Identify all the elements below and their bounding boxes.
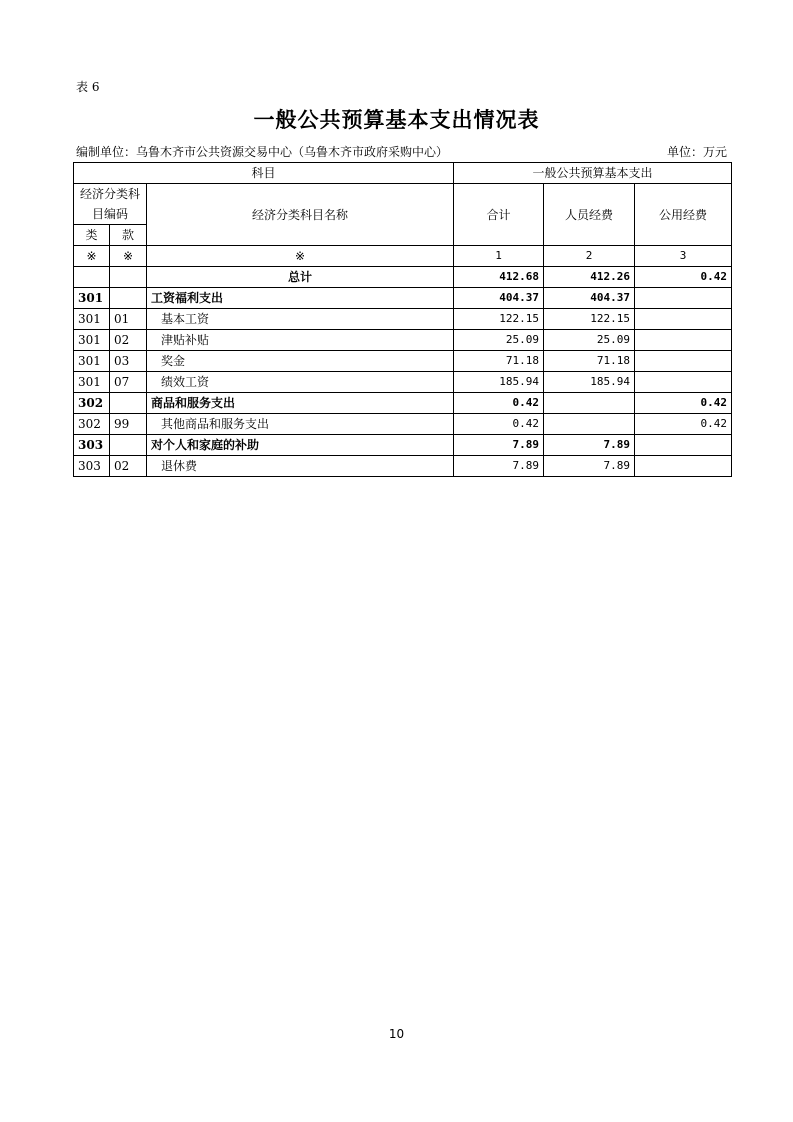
row-category: 301 bbox=[74, 351, 110, 372]
compiling-unit: 编制单位：乌鲁木齐市公共资源交易中心（乌鲁木齐市政府采购中心） bbox=[76, 145, 449, 159]
row-personnel bbox=[544, 414, 635, 435]
row-item: 01 bbox=[110, 309, 147, 330]
row-public bbox=[635, 435, 732, 456]
row-public bbox=[635, 456, 732, 477]
row-subject-name: 工资福利支出 bbox=[147, 288, 454, 309]
row-personnel: 122.15 bbox=[544, 309, 635, 330]
row-subject-name: 对个人和家庭的补助 bbox=[147, 435, 454, 456]
marker-category: ※ bbox=[74, 246, 110, 267]
row-category: 303 bbox=[74, 435, 110, 456]
header-subject: 科目 bbox=[74, 163, 454, 184]
header-subject-name: 经济分类科目名称 bbox=[147, 184, 454, 246]
table-row bbox=[74, 393, 732, 414]
row-subject-name: 津贴补贴 bbox=[147, 330, 454, 351]
row-public bbox=[635, 372, 732, 393]
total-row-public: 0.42 bbox=[635, 267, 732, 288]
row-public bbox=[635, 309, 732, 330]
column-number-2: 2 bbox=[544, 246, 635, 267]
table-row bbox=[74, 372, 732, 393]
row-item: 07 bbox=[110, 372, 147, 393]
row-item bbox=[110, 435, 147, 456]
row-subject-name: 退休费 bbox=[147, 456, 454, 477]
header-total: 合计 bbox=[454, 184, 544, 246]
header-item: 款 bbox=[110, 225, 147, 246]
row-item: 02 bbox=[110, 330, 147, 351]
row-category: 302 bbox=[74, 393, 110, 414]
row-category: 301 bbox=[74, 372, 110, 393]
row-total: 7.89 bbox=[454, 456, 544, 477]
row-personnel: 185.94 bbox=[544, 372, 635, 393]
row-total: 71.18 bbox=[454, 351, 544, 372]
row-item: 03 bbox=[110, 351, 147, 372]
header-public: 公用经费 bbox=[635, 184, 732, 246]
row-public bbox=[635, 288, 732, 309]
total-row-item bbox=[110, 267, 147, 288]
marker-name: ※ bbox=[147, 246, 454, 267]
column-number-1: 1 bbox=[454, 246, 544, 267]
table-row bbox=[74, 309, 732, 330]
row-item: 99 bbox=[110, 414, 147, 435]
total-row-total: 412.68 bbox=[454, 267, 544, 288]
column-number-3: 3 bbox=[635, 246, 732, 267]
row-public bbox=[635, 330, 732, 351]
page-number: 10 bbox=[388, 1027, 405, 1041]
header-expense-group: 一般公共预算基本支出 bbox=[454, 163, 732, 184]
table-row bbox=[74, 288, 732, 309]
row-total: 404.37 bbox=[454, 288, 544, 309]
row-personnel: 7.89 bbox=[544, 456, 635, 477]
header-personnel: 人员经费 bbox=[544, 184, 635, 246]
row-personnel: 25.09 bbox=[544, 330, 635, 351]
row-subject-name: 绩效工资 bbox=[147, 372, 454, 393]
table-label: 表 6 bbox=[76, 80, 100, 94]
row-public: 0.42 bbox=[635, 393, 732, 414]
row-total: 185.94 bbox=[454, 372, 544, 393]
total-row-personnel: 412.26 bbox=[544, 267, 635, 288]
row-item bbox=[110, 288, 147, 309]
row-public: 0.42 bbox=[635, 414, 732, 435]
row-total: 0.42 bbox=[454, 393, 544, 414]
table-row bbox=[74, 414, 732, 435]
row-subject-name: 商品和服务支出 bbox=[147, 393, 454, 414]
row-item: 02 bbox=[110, 456, 147, 477]
row-personnel: 71.18 bbox=[544, 351, 635, 372]
header-category: 类 bbox=[74, 225, 110, 246]
total-row bbox=[74, 267, 732, 288]
row-category: 301 bbox=[74, 330, 110, 351]
marker-item: ※ bbox=[110, 246, 147, 267]
budget-table bbox=[73, 162, 732, 477]
row-total: 0.42 bbox=[454, 414, 544, 435]
row-personnel bbox=[544, 393, 635, 414]
row-personnel: 404.37 bbox=[544, 288, 635, 309]
row-category: 302 bbox=[74, 414, 110, 435]
marker-row bbox=[74, 246, 732, 267]
total-row-label: 总计 bbox=[147, 267, 454, 288]
row-personnel: 7.89 bbox=[544, 435, 635, 456]
row-public bbox=[635, 351, 732, 372]
row-subject-name: 其他商品和服务支出 bbox=[147, 414, 454, 435]
page-title: 一般公共预算基本支出情况表 bbox=[253, 107, 540, 132]
row-category: 303 bbox=[74, 456, 110, 477]
row-subject-name: 基本工资 bbox=[147, 309, 454, 330]
header-code-group: 经济分类科目编码 bbox=[74, 184, 147, 225]
table-row bbox=[74, 456, 732, 477]
row-subject-name: 奖金 bbox=[147, 351, 454, 372]
row-total: 25.09 bbox=[454, 330, 544, 351]
table-row bbox=[74, 330, 732, 351]
table-row bbox=[74, 435, 732, 456]
currency-unit: 单位：万元 bbox=[666, 145, 727, 159]
row-total: 7.89 bbox=[454, 435, 544, 456]
header-row-1 bbox=[74, 163, 732, 184]
row-item bbox=[110, 393, 147, 414]
table-row bbox=[74, 351, 732, 372]
row-category: 301 bbox=[74, 309, 110, 330]
row-category: 301 bbox=[74, 288, 110, 309]
row-total: 122.15 bbox=[454, 309, 544, 330]
total-row-category bbox=[74, 267, 110, 288]
